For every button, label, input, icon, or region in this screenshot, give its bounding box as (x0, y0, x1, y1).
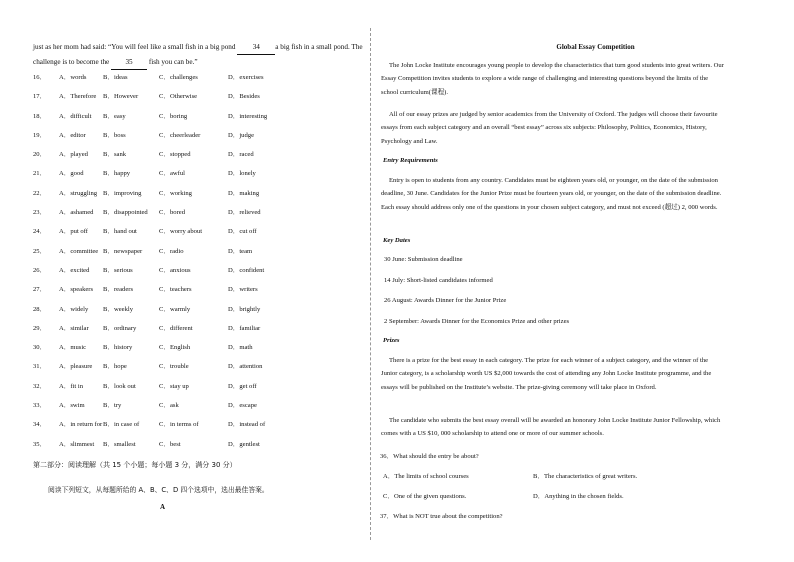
option-b[interactable]: B．boss (103, 131, 126, 139)
passage-label: A (160, 503, 166, 511)
option-b[interactable]: B．hand out (103, 228, 137, 236)
option-b[interactable]: B．readers (103, 286, 134, 294)
question-37: 37．What is NOT true about the competition? (380, 513, 503, 520)
mc-question-row (33, 89, 368, 108)
question-number: 34． (33, 421, 47, 429)
mc-question-row (33, 321, 368, 340)
intro-text-1: just as her mom had said: “You will feel like a small fish in a big pond (33, 43, 238, 51)
intro-text-3: challenge is to become the (33, 58, 112, 66)
option-a[interactable]: A．editor (59, 131, 86, 139)
mc-question-row (33, 263, 368, 282)
option-c[interactable]: C．warmly (159, 305, 191, 313)
entry-requirements-paragraph: Entry is open to students from any country. Candidates must be eighteen years old, or younger, on the date of the submission deadline, 30 June. Candidates for the Junior Prize must be fourteen years old, or younger, on the date of the submission deadline. Each essay should address only one of the questions in your chosen subject category, and must not exceed (超过) 2, 000 words. (381, 177, 722, 211)
question-number: 31． (33, 363, 47, 371)
mc-question-row (33, 359, 368, 378)
question-number: 17． (33, 93, 47, 101)
question-number: 22． (33, 189, 47, 197)
option-c[interactable]: C．awful (159, 170, 186, 178)
option-b[interactable]: B．easy (103, 112, 126, 120)
date-item: 30 June: Submission deadline (384, 256, 463, 263)
question-number: 33． (33, 402, 47, 410)
option-c[interactable]: C．English (159, 344, 191, 352)
option-c[interactable]: C．challenges (159, 74, 198, 81)
option-c[interactable]: C．stopped (159, 151, 191, 159)
option-c[interactable]: C．boring (159, 112, 188, 120)
option-d[interactable]: D．math (228, 344, 253, 352)
option-b[interactable]: B．serious (103, 266, 133, 274)
date-item: 14 July: Short-listed candidates informed (384, 277, 493, 284)
option-c[interactable]: C．Otherwise (159, 93, 198, 101)
question-number: 27． (33, 286, 47, 294)
mc-question-row (33, 70, 368, 89)
option-c[interactable]: C．different (159, 324, 193, 332)
option-b[interactable]: B．sank (103, 151, 127, 159)
option-a[interactable]: A．committee (59, 247, 99, 255)
passage-title: Global Essay Competition (556, 43, 635, 51)
mc-question-row (33, 282, 368, 301)
option-c[interactable]: C．best (159, 440, 181, 448)
option-a[interactable]: A．difficult (59, 112, 92, 120)
date-item: 26 August: Awards Dinner for the Junior Prize (384, 297, 507, 304)
question-number: 26． (33, 266, 47, 274)
option-d[interactable]: D．confident (228, 266, 265, 274)
mc-question-row (33, 128, 368, 147)
option-d[interactable]: D．instead of (228, 421, 266, 429)
option-a[interactable]: A．fit in (59, 382, 83, 390)
mc-question-row (33, 166, 368, 185)
option-a[interactable]: A．in return for (59, 421, 103, 429)
option-a[interactable]: A．words (59, 74, 87, 81)
option-d[interactable]: D．team (228, 247, 253, 255)
mc-question-row (33, 302, 368, 321)
option-b[interactable]: B．However (103, 93, 139, 101)
mc-question-row (33, 417, 368, 436)
option-b[interactable]: B．happy (103, 170, 131, 178)
option-a[interactable]: A．speakers (59, 286, 94, 294)
option-a[interactable]: A．swim (59, 402, 85, 410)
option-b[interactable]: B．smallest (103, 440, 136, 448)
question-number: 29． (33, 324, 47, 332)
q36-option-c[interactable]: C．One of the given questions. (383, 493, 467, 500)
cloze-passage-ending (33, 40, 363, 70)
question-number: 35． (33, 440, 47, 448)
option-b[interactable]: B．history (103, 344, 133, 352)
mc-question-row (33, 109, 368, 128)
option-a[interactable]: A．struggling (59, 189, 98, 197)
option-b[interactable]: B．in case of (103, 421, 140, 429)
option-d[interactable]: D．get off (228, 382, 257, 390)
option-d[interactable]: D．Besides (228, 93, 260, 101)
option-a[interactable]: A．similar (59, 324, 89, 332)
blank-34: 34 (237, 40, 275, 55)
question-number: 18． (33, 112, 47, 120)
overall-prize-paragraph: The candidate who submits the best essay overall will be awarded an honorary John Locke Institute Junior Fellowship, which comes with a US $10, 000 scholarship to attend one or more of our summer schools. (381, 417, 721, 438)
option-d[interactable]: D．exercises (228, 74, 264, 81)
mc-question-row (33, 147, 368, 166)
mc-question-row (33, 340, 368, 359)
option-d[interactable]: D．attention (228, 363, 263, 371)
mc-question-row (33, 379, 368, 398)
option-c[interactable]: C．bored (159, 209, 186, 217)
question-number: 16． (33, 74, 47, 81)
option-d[interactable]: D．familiar (228, 324, 261, 332)
option-b[interactable]: B．ordinary (103, 324, 137, 332)
option-d[interactable]: D．relieved (228, 209, 261, 217)
option-c[interactable]: C．worry about (159, 228, 203, 236)
intro-paragraph: The John Locke Institute encourages young people to develop the characteristics that turn good students into great writers. Our Essay Competition invites students to explore a wide range of challenging and interesting questions beyond the limits of the school curriculum(课程). (381, 62, 724, 96)
option-a[interactable]: A．music (59, 344, 87, 352)
intro-text-4: fish you can be.” (147, 58, 198, 66)
option-c[interactable]: C．trouble (159, 363, 189, 371)
q36-option-d[interactable]: D．Anything in the chosen fields. (533, 493, 624, 500)
question-number: 25． (33, 247, 47, 255)
option-d[interactable]: D．judge (228, 131, 255, 139)
option-d[interactable]: D．cut off (228, 228, 257, 236)
question-number: 23． (33, 209, 47, 217)
option-d[interactable]: D．gentlest (228, 440, 260, 448)
question-36: 36．What should the entry be about? (380, 453, 479, 460)
q36-option-a[interactable]: A．The limits of school courses (383, 473, 469, 480)
option-c[interactable]: C．in terms of (159, 421, 199, 429)
option-b[interactable]: B．newspaper (103, 247, 143, 255)
option-b[interactable]: B．look out (103, 382, 136, 390)
question-number: 30． (33, 344, 47, 352)
question-number: 21． (33, 170, 47, 178)
option-a[interactable]: A．excited (59, 266, 90, 274)
option-a[interactable]: A．Therefore (59, 93, 97, 101)
option-d[interactable]: D．writers (228, 286, 258, 294)
option-b[interactable]: B．try (103, 402, 122, 410)
option-a[interactable]: A．played (59, 151, 88, 159)
key-dates-heading: Key Dates (383, 237, 411, 244)
judging-paragraph: All of our essay prizes are judged by senior academics from the University of Oxford. The judges will choose their favourite essays from each subject category and an overall “best essay” across six subjects: Philosophy, Politics, Economics, History, Psychology and Law. (381, 111, 718, 145)
prizes-heading: Prizes (383, 337, 400, 344)
option-d[interactable]: D．making (228, 189, 260, 197)
q36-option-b[interactable]: B．The characteristics of great writers. (533, 473, 638, 480)
option-b[interactable]: B．ideas (103, 74, 128, 81)
option-b[interactable]: B．weekly (103, 305, 134, 313)
option-c[interactable]: C．ask (159, 402, 179, 410)
option-c[interactable]: C．cheerleader (159, 131, 201, 139)
multiple-choice-list (33, 70, 368, 456)
question-number: 24． (33, 228, 47, 236)
mc-question-row (33, 186, 368, 205)
option-c[interactable]: C．anxious (159, 266, 191, 274)
prizes-paragraph: There is a prize for the best essay in each category. The prize for each winner of a subject category, and the winner of the Junior category, is a scholarship worth US $2,000 towards the cost of attending any John Locke Institute programme, and the essays will be published on the Institute’s website. The prize-giving ceremony will take place in Oxford. (381, 357, 712, 391)
question-number: 28． (33, 305, 47, 313)
date-item: 2 September: Awards Dinner for the Economics Prize and other prizes (384, 318, 570, 325)
option-c[interactable]: C．radio (159, 247, 184, 255)
question-number: 20． (33, 151, 47, 159)
mc-question-row (33, 244, 368, 263)
option-a[interactable]: A．put off (59, 228, 88, 236)
option-d[interactable]: D．escape (228, 402, 257, 410)
option-d[interactable]: D．brightly (228, 305, 261, 313)
option-d[interactable]: D．raced (228, 151, 254, 159)
entry-requirements-heading: Entry Requirements (383, 157, 438, 164)
reading-instructions: 阅读下列短文，从每题所给的 A、B、C、D 四个选项中，选出最佳答案。 (48, 486, 269, 494)
option-b[interactable]: B．improving (103, 189, 142, 197)
part2-heading: 第二部分：阅读理解（共 15 个小题；每小题 3 分，满分 30 分） (33, 461, 237, 469)
option-a[interactable]: A．pleasure (59, 363, 93, 371)
option-c[interactable]: C．stay up (159, 382, 189, 390)
option-b[interactable]: B．disappointed (103, 209, 148, 217)
option-a[interactable]: A．good (59, 170, 84, 178)
question-number: 19． (33, 131, 47, 139)
mc-question-row (33, 205, 368, 224)
option-d[interactable]: D．lonely (228, 170, 256, 178)
intro-text-2: a big fish in a small pond. The (275, 43, 363, 51)
blank-35: 35 (111, 55, 147, 70)
option-c[interactable]: C．working (159, 189, 192, 197)
option-a[interactable]: A．slimmest (59, 440, 95, 448)
option-a[interactable]: A．ashamed (59, 209, 94, 217)
mc-question-row (33, 224, 368, 243)
option-b[interactable]: B．hope (103, 363, 127, 371)
option-d[interactable]: D．interesting (228, 112, 268, 120)
option-a[interactable]: A．widely (59, 305, 89, 313)
question-number: 32． (33, 382, 47, 390)
mc-question-row (33, 437, 368, 456)
option-c[interactable]: C．teachers (159, 286, 192, 294)
mc-question-row (33, 398, 368, 417)
page-divider (370, 28, 371, 540)
